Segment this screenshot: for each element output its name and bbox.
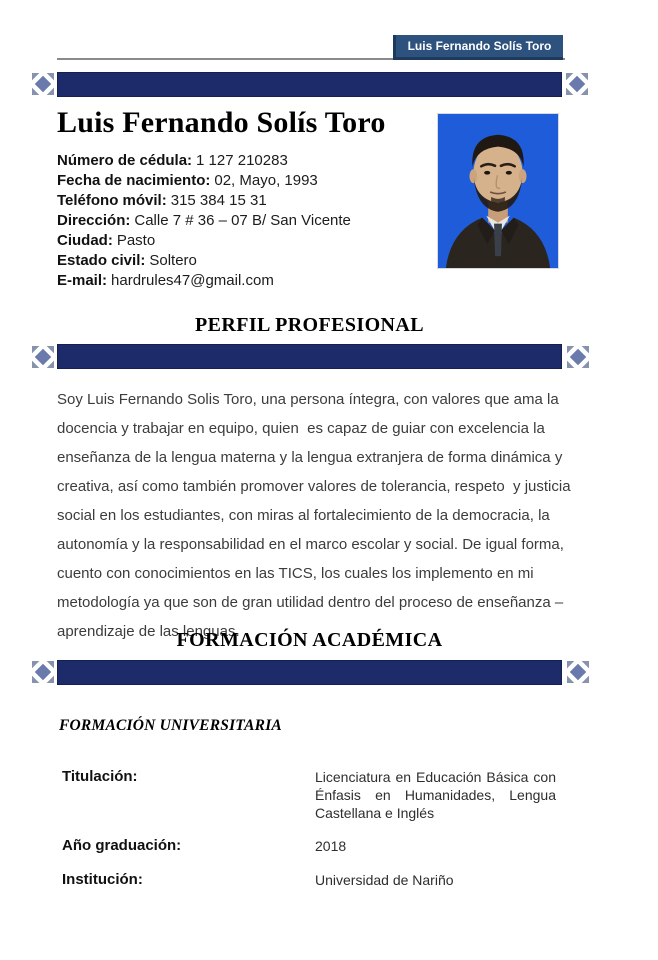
field-label: Dirección: — [57, 212, 131, 229]
info-row-ciudad — [57, 231, 351, 251]
edu-label-ano-graduacion: Año graduación: — [62, 837, 182, 854]
info-row-direccion — [57, 211, 351, 231]
field-label: Número de cédula: — [57, 152, 193, 169]
section-title-formacion: FORMACIÓN ACADÉMICA — [176, 629, 443, 651]
field-label: Teléfono móvil: — [57, 192, 167, 209]
person-name: Luis Fernando Solís Toro — [57, 106, 386, 139]
header-name-tab — [393, 35, 563, 60]
field-label: Estado civil: — [57, 252, 146, 269]
id-photo — [437, 113, 559, 269]
field-value: hardrules47@gmail.com — [111, 272, 274, 289]
section-title-perfil: PERFIL PROFESIONAL — [195, 314, 424, 336]
info-row-estado-civil — [57, 251, 351, 271]
edu-label-institucion: Institución: — [62, 871, 143, 888]
field-value: Calle 7 # 36 – 07 B/ San Vicente — [134, 212, 351, 229]
decorative-bar-top — [57, 72, 562, 97]
decorative-bar-perfil — [57, 344, 562, 369]
field-value: 315 384 15 31 — [170, 192, 267, 209]
profile-body-text: Soy Luis Fernando Solis Toro, una persona íntegra, con valores que ama la docencia y trabajar en equipo, quien es capaz de guiar con excelencia la enseñanza de la lengua materna y la lengua extranjera de forma dinámica y creativa, así como también promover valores de tolerancia, respeto y justicia social en los estudiantes, con miras al fortalecimiento de la democracia, la autonomía y la responsabilidad en el marco escolar y social. De igual forma, cuento con conocimientos en las TICS, los cuales los implemento en mi metodología ya que son de gran utilidad dentro del proceso de enseñanza – aprendizaje de las lenguas. — [57, 391, 575, 640]
info-row-nacimiento — [57, 171, 351, 191]
field-value: Pasto — [116, 232, 156, 249]
field-label: E-mail: — [57, 272, 108, 289]
diamond-ornament-icon — [32, 73, 54, 95]
decorative-bar-formacion — [57, 660, 562, 685]
info-row-cedula — [57, 151, 351, 171]
header-tab-label: Luis Fernando Solís Toro — [407, 39, 552, 53]
info-row-email — [57, 271, 351, 291]
edu-value-ano-graduacion: 2018 — [315, 838, 347, 854]
field-value: 02, Mayo, 1993 — [214, 172, 318, 189]
info-row-telefono — [57, 191, 351, 211]
diamond-ornament-icon — [567, 346, 589, 368]
edu-value-institucion: Universidad de Nariño — [315, 872, 454, 888]
field-value: Soltero — [149, 252, 197, 269]
field-label: Ciudad: — [57, 232, 113, 249]
edu-value-titulacion: Licenciatura en Educación Básica con Énfasis en Humanidades, Lengua Castellana e Inglés — [315, 769, 556, 821]
field-label: Fecha de nacimiento: — [57, 172, 211, 189]
field-value: 1 127 210283 — [196, 152, 288, 169]
diamond-ornament-icon — [566, 73, 588, 95]
subsection-title-universitaria: FORMACIÓN UNIVERSITARIA — [59, 717, 282, 734]
diamond-ornament-icon — [32, 661, 54, 683]
personal-info-list — [57, 151, 351, 291]
diamond-ornament-icon — [32, 346, 54, 368]
diamond-ornament-icon — [567, 661, 589, 683]
edu-label-titulacion: Titulación: — [62, 768, 138, 785]
